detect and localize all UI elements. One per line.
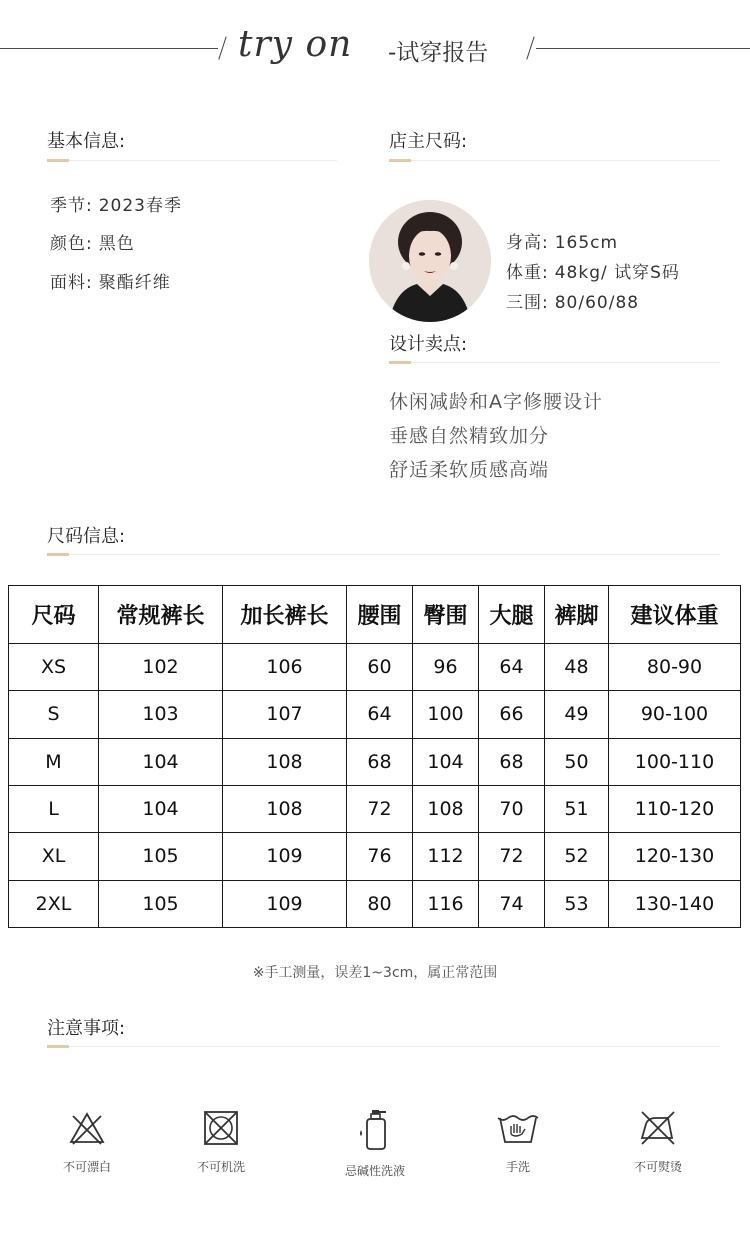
selling-point-item: 休闲减龄和A字修腰设计: [389, 391, 603, 413]
table-cell: 49: [545, 691, 609, 738]
color-row: 颜色: 黑色: [50, 234, 135, 254]
table-cell: 104: [413, 738, 479, 785]
table-cell: 53: [545, 880, 609, 927]
table-cell: S: [9, 691, 99, 738]
size-table: [8, 585, 741, 928]
care-item-hand-wash: [458, 1108, 578, 1175]
table-cell: M: [9, 738, 99, 785]
care-accent: [47, 1045, 69, 1048]
basic-info-rule: [47, 160, 337, 161]
height-row: 身高: 165cm: [506, 233, 619, 253]
table-cell: XS: [9, 644, 99, 691]
table-cell: XL: [9, 833, 99, 880]
column-header: 加长裤长: [223, 586, 347, 644]
table-cell: 90-100: [609, 691, 741, 738]
table-cell: 105: [99, 880, 223, 927]
table-cell: 106: [223, 644, 347, 691]
page-title: -试穿报告: [388, 40, 489, 66]
table-cell: 64: [479, 644, 545, 691]
header-slash-left: [218, 36, 226, 59]
table-cell: L: [9, 785, 99, 832]
table-cell: 110-120: [609, 785, 741, 832]
season-row: 季节: 2023春季: [50, 196, 182, 216]
table-cell: 70: [479, 785, 545, 832]
table-cell: 130-140: [609, 880, 741, 927]
table-cell: 120-130: [609, 833, 741, 880]
no-bleach-icon: [67, 1108, 107, 1148]
size-info-heading: 尺码信息:: [47, 526, 126, 547]
table-cell: 109: [223, 880, 347, 927]
table-cell: 108: [223, 738, 347, 785]
header-rule-right: [536, 48, 750, 49]
selling-point-item: 舒适柔软质感高端: [389, 459, 550, 481]
header-slash-right: [526, 36, 534, 59]
table-cell: 105: [99, 833, 223, 880]
care-label: 不可机洗: [196, 1160, 245, 1174]
table-cell: 74: [479, 880, 545, 927]
table-row: [9, 644, 741, 691]
size-info-rule: [47, 554, 720, 555]
no-machine-wash-icon: [201, 1108, 241, 1148]
table-cell: 64: [347, 691, 413, 738]
care-label: 不可熨烫: [633, 1160, 682, 1174]
header-script: try on: [238, 24, 353, 65]
table-cell: 50: [545, 738, 609, 785]
selling-points-rule: [389, 362, 720, 363]
column-header: 大腿: [479, 586, 545, 644]
care-item-no-machine-wash: [161, 1108, 281, 1175]
table-cell: 68: [347, 738, 413, 785]
table-cell: 72: [479, 833, 545, 880]
table-cell: 80: [347, 880, 413, 927]
table-cell: 116: [413, 880, 479, 927]
shop-size-accent: [389, 159, 411, 162]
table-row: [9, 880, 741, 927]
table-cell: 48: [545, 644, 609, 691]
care-item-no-iron: [598, 1108, 718, 1175]
table-cell: 107: [223, 691, 347, 738]
weight-row: 体重: 48kg/ 试穿S码: [506, 263, 680, 283]
basic-info-heading: 基本信息:: [47, 131, 126, 152]
care-rule: [47, 1046, 720, 1047]
shop-size-rule: [389, 160, 720, 161]
care-item-detergent: [315, 1108, 435, 1179]
column-header: 尺码: [9, 586, 99, 644]
column-header: 裤脚: [545, 586, 609, 644]
column-header: 腰围: [347, 586, 413, 644]
table-cell: 60: [347, 644, 413, 691]
hand-wash-icon: [495, 1108, 541, 1148]
table-cell: 52: [545, 833, 609, 880]
table-cell: 96: [413, 644, 479, 691]
table-cell: 2XL: [9, 880, 99, 927]
selling-points-accent: [389, 361, 411, 364]
table-cell: 108: [413, 785, 479, 832]
table-cell: 108: [223, 785, 347, 832]
table-cell: 109: [223, 833, 347, 880]
basic-info-accent: [47, 159, 69, 162]
table-row: [9, 785, 741, 832]
care-label: 不可漂白: [62, 1160, 111, 1174]
table-cell: 68: [479, 738, 545, 785]
table-cell: 80-90: [609, 644, 741, 691]
table-cell: 103: [99, 691, 223, 738]
table-row: [9, 738, 741, 785]
table-cell: 51: [545, 785, 609, 832]
care-label: 手洗: [505, 1160, 530, 1174]
table-cell: 72: [347, 785, 413, 832]
table-cell: 100-110: [609, 738, 741, 785]
header-rule-left: [0, 48, 218, 49]
column-header: 常规裤长: [99, 586, 223, 644]
shop-size-heading: 店主尺码:: [389, 131, 468, 152]
fabric-row: 面料: 聚酯纤维: [50, 273, 171, 293]
model-avatar: [369, 200, 491, 322]
care-label: 忌碱性洗液: [344, 1164, 405, 1178]
measurement-note: ※手工测量，误差1~3cm，属正常范围: [252, 965, 498, 981]
table-cell: 100: [413, 691, 479, 738]
table-row: [9, 833, 741, 880]
table-cell: 102: [99, 644, 223, 691]
table-cell: 66: [479, 691, 545, 738]
table-row: [9, 691, 741, 738]
size-info-accent: [47, 553, 69, 556]
care-heading: 注意事项:: [47, 1018, 126, 1039]
no-iron-icon: [636, 1108, 680, 1148]
care-item-no-bleach: [27, 1108, 147, 1175]
table-cell: 104: [99, 785, 223, 832]
selling-points-heading: 设计卖点:: [389, 334, 468, 355]
table-header-row: [9, 586, 741, 644]
table-cell: 76: [347, 833, 413, 880]
column-header: 臀围: [413, 586, 479, 644]
column-header: 建议体重: [609, 586, 741, 644]
measurements-row: 三围: 80/60/88: [506, 293, 640, 313]
table-cell: 104: [99, 738, 223, 785]
table-cell: 112: [413, 833, 479, 880]
selling-point-item: 垂感自然精致加分: [389, 425, 550, 447]
detergent-bottle-icon: [355, 1108, 395, 1152]
